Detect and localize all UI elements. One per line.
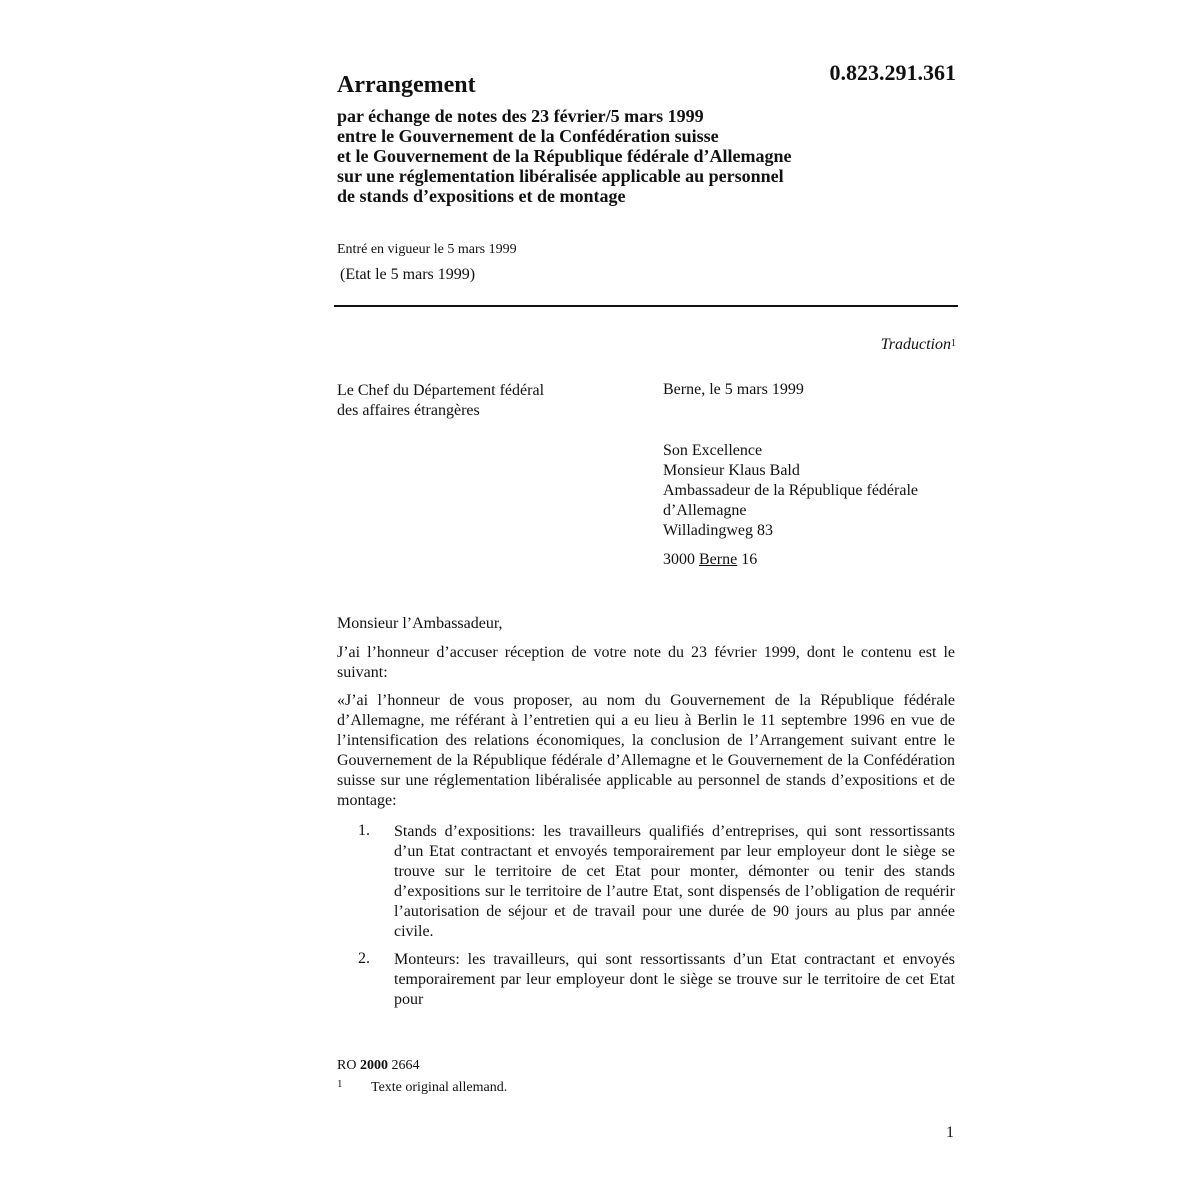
subtitle-line: de stands d’expositions et de montage	[337, 186, 626, 206]
sr-number: 0.823.291.361	[829, 60, 956, 85]
list-item-text: Monteurs: les travailleurs, qui sont ressortissants d’un Etat contractant et envoyés temporairement par leur employeur dont le siège se trouve sur le territoire de cet Etat pour	[394, 951, 955, 1008]
official-compilation-reference	[337, 1058, 419, 1074]
recipient-postcode: 3000	[663, 551, 695, 568]
ro-prefix: RO	[337, 1058, 357, 1073]
translation-note	[700, 336, 956, 354]
sender-block	[337, 381, 637, 421]
paragraph: J’ai l’honneur d’accuser réception de votre note du 23 février 1999, dont le contenu est le suivant:	[337, 644, 955, 681]
page-number: 1	[946, 1124, 954, 1141]
state-date: (Etat le 5 mars 1999)	[340, 266, 476, 283]
ro-page: 2664	[391, 1058, 420, 1073]
footnote-number: 1	[337, 1078, 343, 1090]
subtitle-line: entre le Gouvernement de la Confédération suisse	[337, 126, 719, 146]
sender-line: Le Chef du Département fédéral	[337, 382, 545, 399]
recipient-city: Berne	[699, 551, 738, 568]
ro-year: 2000	[359, 1058, 388, 1073]
subtitle-line: sur une réglementation libéralisée applicable au personnel	[337, 166, 784, 186]
list-item-number: 2.	[358, 950, 370, 967]
subtitle-line: et le Gouvernement de la République fédérale d’Allemagne	[337, 146, 792, 166]
list-item-number: 1.	[358, 822, 370, 839]
salutation: Monsieur l’Ambassadeur,	[337, 615, 503, 632]
footnote-reference: 1	[951, 338, 956, 349]
recipient-block	[663, 441, 963, 541]
place-date: Berne, le 5 mars 1999	[663, 381, 804, 398]
recipient-district: 16	[741, 551, 758, 568]
sender-line: des affaires étrangères	[337, 402, 480, 419]
recipient-line: Willadingweg 83	[663, 522, 773, 539]
recipient-line: Ambassadeur de la République fédérale	[663, 482, 919, 499]
list-item-text: Stands d’expositions: les travailleurs qualifiés d’entreprises, qui sont ressortissants d’un Etat contractant et envoyés temporairement par leur employeur dont le siège se trouve sur le territoire de cet Etat pour monter, démonter ou tenir des stands d’expositions sur le territoire de l’autre Etat, sont dispensés de l’obligation de requérir l’autorisation de séjour et de travail pour une durée de 90 jours au plus par année civile.	[394, 823, 955, 940]
recipient-line: Monsieur Klaus Bald	[663, 462, 800, 479]
header-divider	[334, 305, 958, 307]
recipient-line: d’Allemagne	[663, 502, 747, 519]
paragraph: «J’ai l’honneur de vous proposer, au nom du Gouvernement de la République fédérale d’Allemagne, me référant à l’entretien qui a eu lieu à Berlin le 11 septembre 1996 en vue de l’intensification des relations économiques, la conclusion de l’Arrangement suivant entre le Gouvernement de la République fédérale d’Allemagne et le Gouvernement de la Confédération suisse sur une réglementation libéralisée applicable au personnel de stands d’expositions et de montage:	[337, 692, 955, 809]
document-subtitle	[337, 106, 897, 206]
entry-into-force: Entré en vigueur le 5 mars 1999	[337, 242, 517, 257]
subtitle-line: par échange de notes des 23 février/5 mars 1999	[337, 106, 704, 126]
recipient-line: Son Excellence	[663, 442, 763, 459]
recipient-city-line	[663, 551, 757, 569]
footnote-text: Texte original allemand.	[371, 1080, 508, 1095]
document-title: Arrangement	[337, 72, 476, 98]
translation-label: Traduction	[880, 336, 951, 353]
